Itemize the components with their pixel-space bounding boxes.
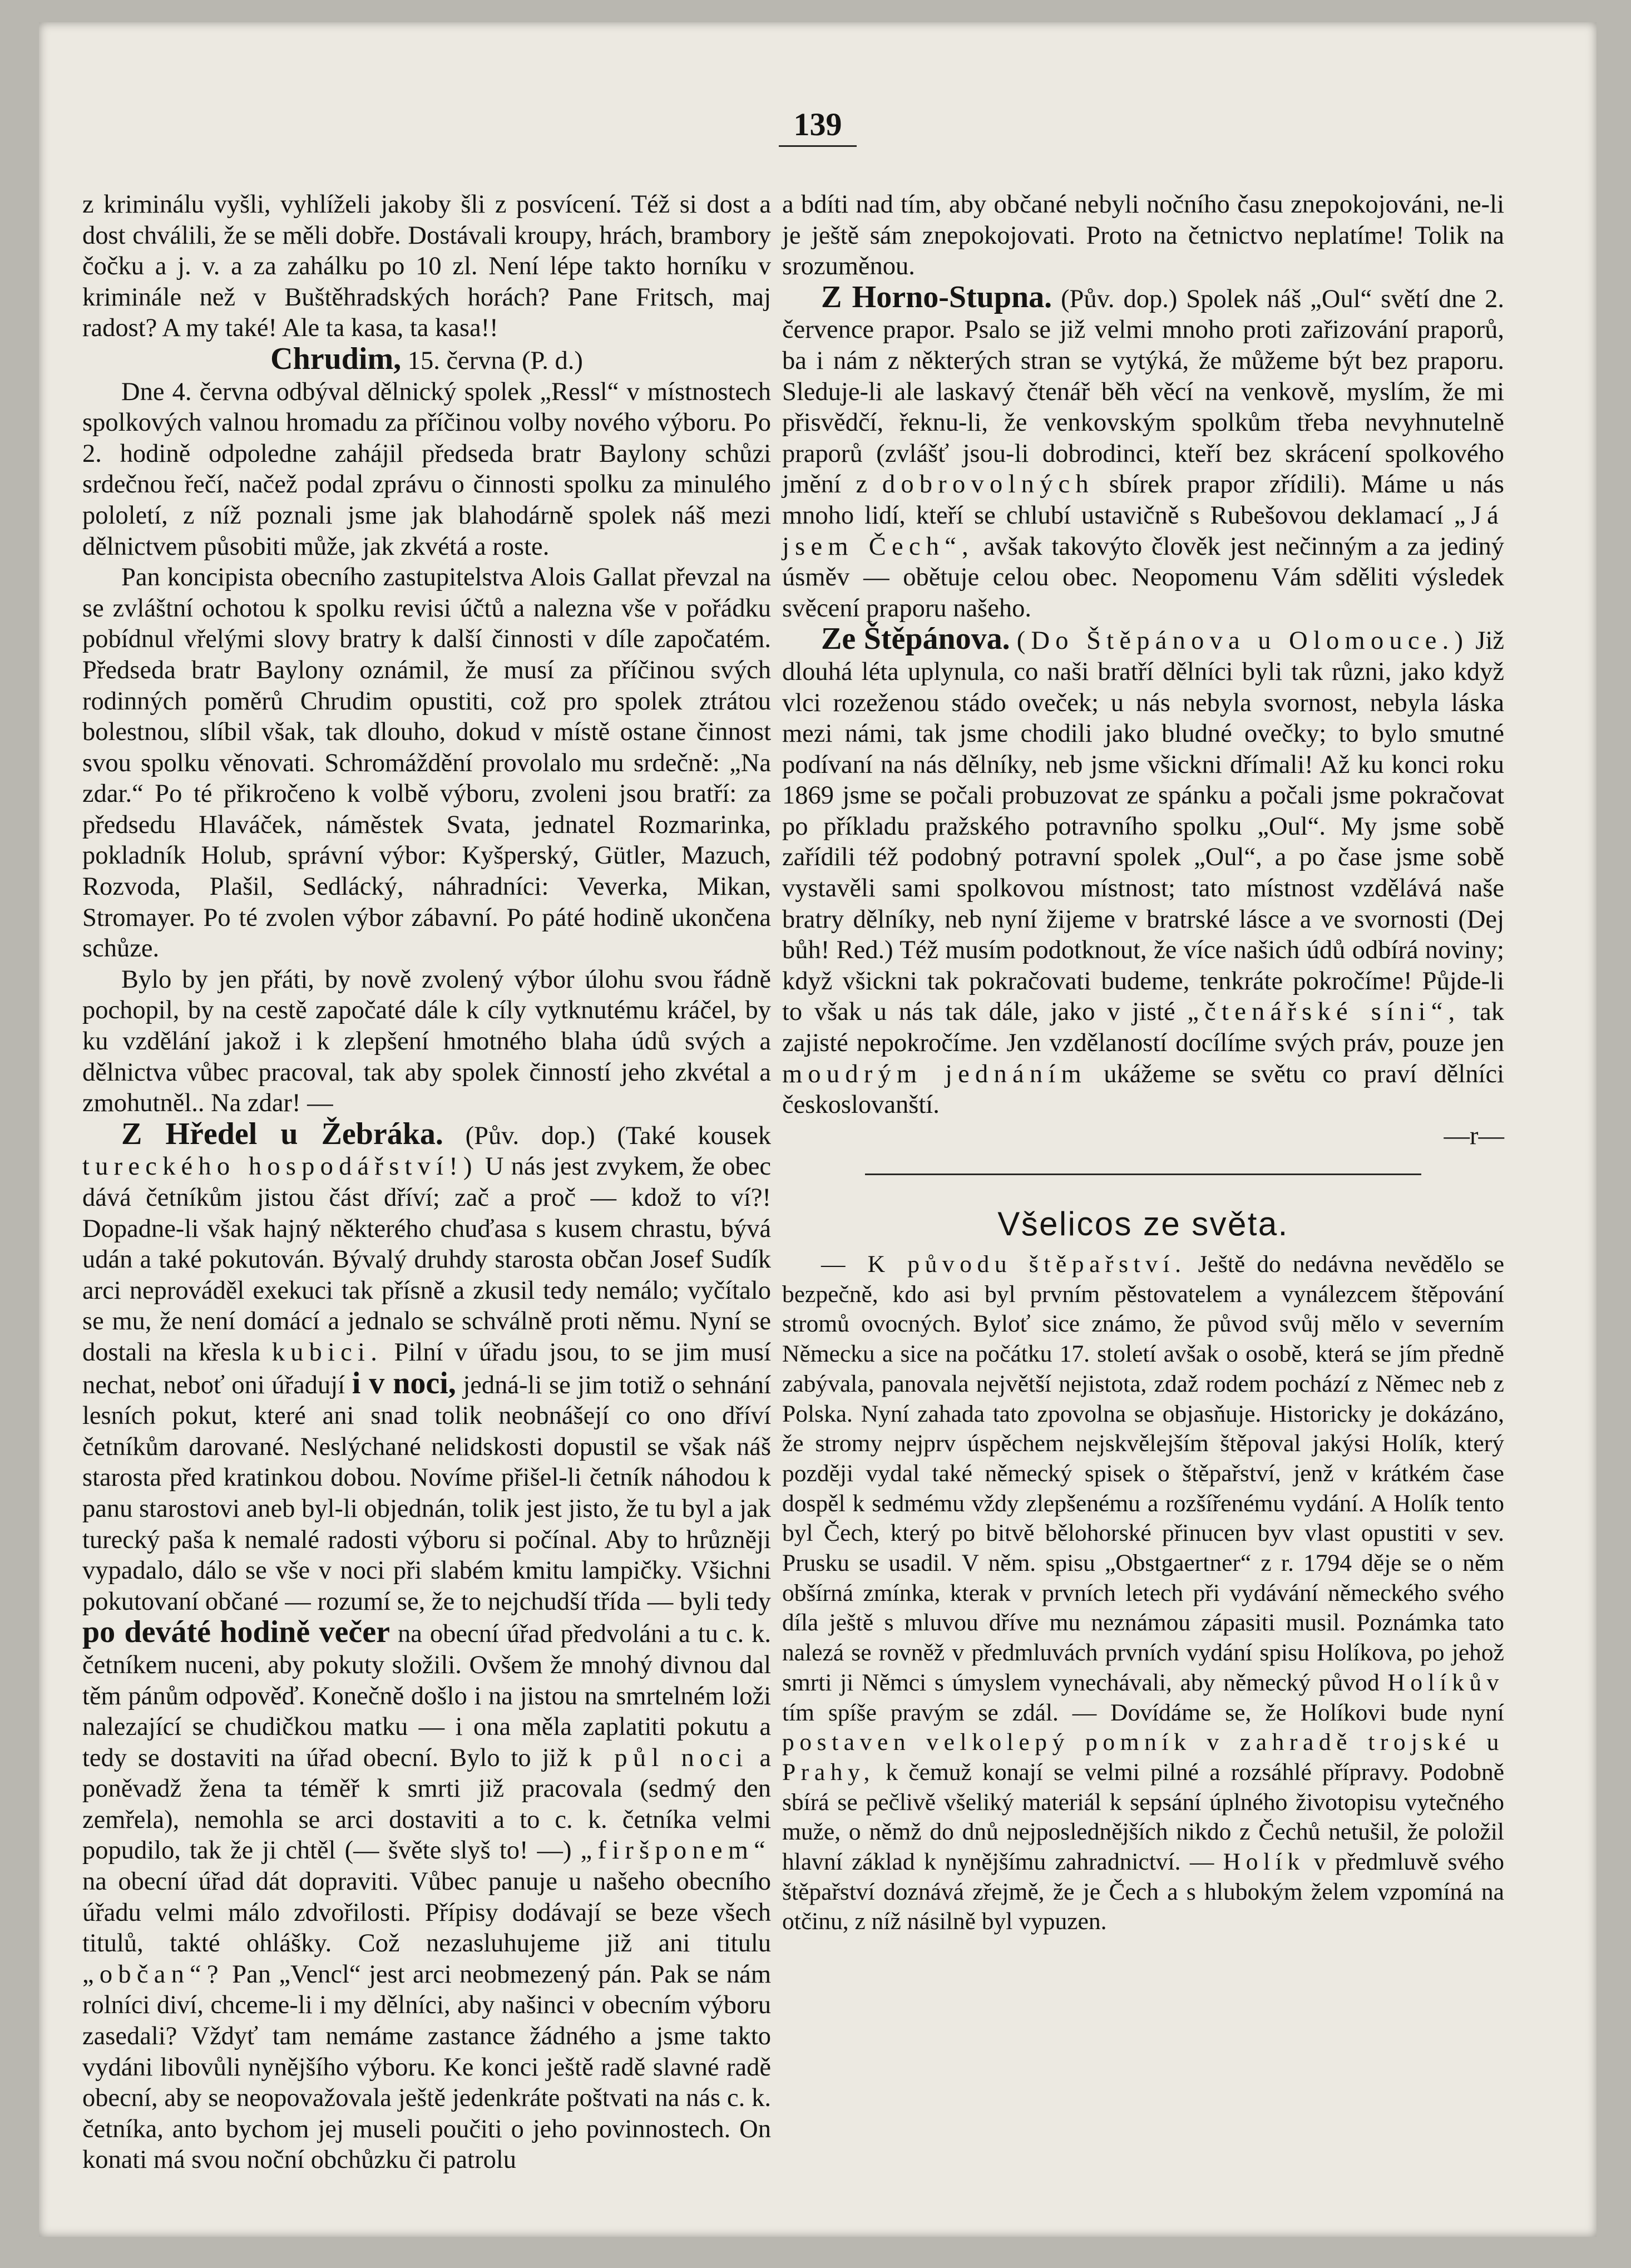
chrudim-paragraph-1: Dne 4. června odbýval dělnický spolek „Ressl“ v místnostech spolkových valnou hromadu za příčinou volby nového výboru. Po 2. hodině odpoledne zahájil předseda bratr Baylony schůzi srdečnou řečí, načež podal zprávu o činnosti spolku za minulého pololetí, z níž poznali jsme jak blahodárně spolek náš mezi dělnictvem působiti může, jak zkvétá a roste. (82, 377, 771, 561)
hredel-source: (Pův. dop.) (Také kousek (465, 1121, 772, 1150)
stupna-text-c: avšak takovýto člověk jest nečinným a za jediný úsměv — obětuje celou obec. Neopomenu Vám sděliti výsledek svěcení praporu našeho. (782, 532, 1505, 623)
vselicos-text-a: Ještě do nedávna nevědělo se bezpečně, kdo asi byl prvním pěstovatelem a vynálezcem štěpování stromů ovocných. Byloť sice známo, že původ svůj mělo v severním Německu a sice na počátku 17. století avšak o osobě, která se jím předně zabývala, panovala největší nejistota, zdaž rodem pochází z Němec neb z Polska. Nyní zahada tato zpovolna se objasňuje. Historicky je dokázáno, že stromy nejprv úspěchem nejskvělejším štěpoval jakýsi Holík, který později vydal také německý spisek o štěpařství, jenž v krátkém čase dospěl k sedmému vždy zlepšenému a rozšířenému vydání. A Holík tento byl Čech, který po bitvě bělohorské přinucen byv vlast opustiti v sev. Prusku se usadil. V něm. spisu „Obstgaertner“ z r. 1794 děje se o něm obšírná zmínka, kterak v prvních letech při vydávání německého svého díla ještě s mluvou dříve mu neznámou zápasiti musil. Poznámka tato nalezá se rovněž v předmluvách prvních vydání spisu Holíkova, po jehož smrti ji Němci s úmyslem vynechávali, aby německý původ (782, 1251, 1505, 1696)
chrudim-heading: Chrudim, (270, 341, 402, 376)
stepanov-text-b: tak zajisté nepokročíme. Jen vzdělaností docílíme svých práv, pouze jen (782, 998, 1505, 1058)
hredel-continuation: a bdíti nad tím, aby občané nebyli nočního času znepokojováni, ne-li je ještě sám znepokojovati. Proto na četnictvo neplatíme! Tolik na srozuměnou. (782, 190, 1504, 281)
vselicos-text-d: v předmluvě svého štěpařství doznává zřejmě, že je Čech a s hlubokým želem vzpomíná na otčinu, z níž násilně byl vypuzen. (782, 1848, 1505, 1935)
hredel-text-f: na obecní úřad dát dopraviti. Vůbec panuje u našeho obecního úřadu velmi málo zdvořilosti. Přípisy dodávají se beze všech titulů, takté ohlášky. Což nezasluhujeme již ani titulu (82, 1867, 771, 1958)
stupna-text-b: sbírek prapor zřídili). Máme u nás mnoho lidí, kteří se chlubí ustavičně s Rubešovou deklamací (782, 470, 1505, 530)
chrudim-date: 15. června (P. d.) (407, 346, 583, 375)
vselicos-lead: — K původu štěpařství. (821, 1251, 1187, 1278)
stupna-heading: Z Horno-Stupna. (821, 279, 1052, 314)
stepanov-heading: Ze Štěpánova. (821, 622, 1010, 657)
left-column (82, 189, 771, 2176)
ctenarske-sini-emphasis: „čtenářské síni“, (1187, 998, 1461, 1027)
obcan-emphasis: „občan“? (82, 1960, 224, 1989)
hredel-heading: Z Hředel u Žebráka. (121, 1116, 443, 1151)
holikuv-emphasis: Holíkův (1387, 1669, 1504, 1696)
firsponem-emphasis: „firšponem“ (580, 1836, 771, 1865)
article-continuation: z kriminálu vyšli, vyhlíželi jakoby šli z posvícení. Též si dost a dost chválili, že se měli dobře. Dostávali kroupy, hrách, brambory čočku a j. v. a za zahálku po 10 zl. Není lépe takto horníku v kriminále než v Buštěhradských horách? Pane Fritsch, maj radost? A my také! Ale ta kasa, ta kasa!! (82, 190, 771, 343)
right-column (782, 189, 1504, 1937)
section-divider (865, 1174, 1421, 1175)
hredel-text-c: jedná-li se jim totiž o sehnání lesních pokut, které ani snad tolik neobnášejí co ono dříví četníkům darované. Neslýchané nelidskosti dopustil se však náš starosta před kratinkou dobou. Novíme přišel-li četník náhodou k panu starostovi aneb byl-li objednán, tolik jest jisto, že tu byl a jak turecký paša k nemalé radosti výboru si počínal. Aby to hrůzněji vypadalo, dálo se vše v noci při slabém kmitu lampičky. Všichni pokutovaní občané — rozumí se, že to nejchudší třída — byli tedy (82, 1370, 772, 1616)
ja-jsem-cech-emphasis: „Já jsem Čech“, (782, 501, 1504, 561)
hredel-text-a: U nás jest zvykem, že obec dává četníkům jistou část dříví; zač a proč — kdož to ví?! Dopadne-li však hajný některého chuďasa s kusem chrastu, bývá udán a také pokutován. Bývalý druhdy starosta občan Josef Sudík arci neprováděl exekuci tak přísně a zkusil tedy nemálo; vyčítalo se mu, že není domácí a jednalo se schválně proti němu. Nyní se dostali na křesla (82, 1152, 771, 1367)
hredel-text-e: a poněvadž žena ta téměř k smrti již pracovala (sedmý den zemřela), nemohla se arci dostaviti a to c. k. četníka velmi popudilo, tak že ji chtěl (— švěte slyš to! —) (82, 1743, 772, 1865)
po-devate-emphasis: po deváté hodině večer (82, 1615, 390, 1650)
holik-emphasis: Holík (1223, 1848, 1305, 1876)
hredel-subtitle: tureckého hospodářství!) (82, 1152, 478, 1181)
kubici-emphasis: kubici. (271, 1338, 383, 1367)
stepanov-article (782, 624, 1504, 1121)
vselicos-article (782, 1250, 1504, 1937)
moudrym-emphasis: moudrým jednáním (782, 1059, 1087, 1088)
hredel-article (82, 1116, 772, 2176)
page-number: 139 (779, 106, 857, 147)
vselicos-text-b: tím spíše pravým se zdál. — Dovídáme se, že Holíkovi bude nyní (782, 1699, 1504, 1726)
dobrovolnych-emphasis: dobrovolných (882, 470, 1094, 499)
newspaper-page (39, 22, 1597, 2237)
stepanov-text-c: ukážeme se světu co praví dělníci českoslovanští. (782, 1059, 1505, 1120)
hredel-text-d: na obecní úřad předvoláni a tu c. k. četníkem nuceni, aby pokuty složili. Ovšem že mnohý divnou dal těm pánům odpověď. Konečně došlo i na jistou na smrtelném loži nalezající se chudičkou matku — i ona měla zaplatiti pokutu a tedy se dostaviti na úřad obecní. Bylo to již (82, 1620, 772, 1772)
k-pul-noci-emphasis: k půl noci (579, 1743, 749, 1772)
stupna-text-a: (Pův. dop.) Spolek náš „Oul“ světí dne 2. července prapor. Psalo se již velmi mnoho proti zařizování praporů, ba i nám z některých stran se vytýká, že můžeme být bez praporu. Sleduje-li ale laskavý čtenář běh věcí na venkově, myslím, že mi přisvědčí, řeknu-li, že venkovským spolkům třeba nevyhnutelně praporů (zvlášť jsou-li dobrodinci, kteří bez skrácení spolkového jmění z (782, 284, 1504, 499)
stupna-article (782, 279, 1505, 624)
hredel-text-b: Pilní v úřadu jsou, to se jim musí nechat, neboť oni úřadují (82, 1338, 772, 1399)
hredel-text-g: Pan „Vencl“ jest arci neobmezený pán. Pak se nám rolníci diví, chceme-li i my dělníci, aby našinci v obecním výboru zasedali? Vždyť tam nemáme zastance žádného a jsme takto vydáni libovůli nynějšího výboru. Ke konci ještě radě slavné radě obecní, aby se neopovažovala ještě jedenkráte poštvati na nás c. k. četníka, anto bychom jej museli poučiti o jeho povinnostech. On konati má svou noční obchůzku či patrolu (82, 1960, 771, 2175)
chrudim-paragraph-2: Pan koncipista obecního zastupitelstva Alois Gallat převzal na se zvláštní ochotou k spolku revisi účtů a nalezna vše v pořádku pobídnul vřelými slovy bratry k další činnosti v díle započatém. Předseda bratr Baylony oznámil, že musí za příčinou svých rodinných poměrů Chrudim opustiti, což pro spolek ztrátou bolestnou, slíbil však, tak dlouho, dokud v místě ostane činnost svou spolku věnovati. Schromáždění provolalo mu srdečně: „Na zdar.“ Po té přikročeno k volbě výboru, zvoleni jsou bratří: za předsedu Hlaváček, náměstek Svata, jednatel Rozmarinka, pokladník Holub, správní výbor: Kyšperský, Gütler, Mazuch, Rozvoda, Plašil, Sedlácký, náhradníci: Veverka, Mikan, Stromayer. Po té zvolen výbor zábavní. Po páté hodině ukončena schůze. (82, 563, 771, 963)
chrudim-dateline (82, 341, 771, 377)
v-noci-emphasis: i v noci, (352, 1365, 456, 1401)
postaven-emphasis: postaven velkolepý pomník v zahradě trojské u Prahy, (782, 1729, 1504, 1786)
stepanov-subtitle: (Do Štěpánova u Olomouce.) (1016, 627, 1469, 655)
stepanov-text-a: Již dlouhá léta uplynula, co naši bratří dělníci byli tak různi, jako když vlci rozeženou stádo oveček; u nás nebyla svornost, nebyla láska mezi námi, tak jsme chodili jako bludné ovečky; to bylo smutné podívaní na nás dělníky, neb jsme všickni dřímali! Až ku konci roku 1869 jsme se počali probuzovat ze spánku a počali jsme pokračovat po příkladu pražského potravního spolku „Oul“. My jsme sobě zařídili též podobný potravní spolek „Oul“, a po čase jsme sobě vystavěli sami spolkovou místnost; tato místnost vzdělává naše bratry dělníky, neb nyní žijeme v bratrské lásce a ve svornosti (Dej bůh! Red.) Též musím podotknout, že více našich údů odbírá noviny; když všickni tak pokračovati budeme, tenkráte pokročíme! Půjde-li to však u nás tak dále, jako v jisté (782, 627, 1504, 1027)
vselicos-text-c: k čemuž konají se velmi pilné a rozsáhlé přípravy. Podobně sbírá se pečlivě všeliký materiál k sepsání úplného životopisu vytečného muže, o němž do dnů nejposlednějších nikdo z Čechů netušil, že položil hlavní základ k nynějšímu zahradnictví. — (782, 1758, 1504, 1876)
chrudim-paragraph-3: Bylo by jen přáti, by nově zvolený výbor úlohu svou řádně pochopil, by na cestě započaté dále k cíly vytknutému kráčel, by ku vzdělání jakož i k zlepšení hmotného blaha údů svých a dělnictva vůbec pracoval, tak aby spolek činností jeho zkvétal a zmohutněl.. Na zdar! — (82, 965, 771, 1118)
section-title: Všelicos ze světa. (997, 1205, 1289, 1243)
stepanov-signature: —r— (1444, 1121, 1504, 1150)
